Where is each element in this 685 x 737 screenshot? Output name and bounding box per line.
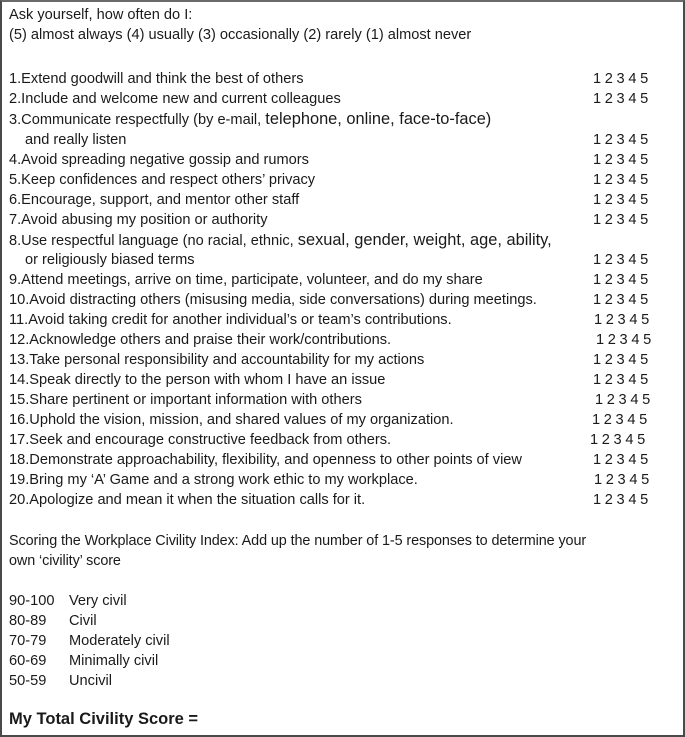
item-text: 18.Demonstrate approachability, flexibility, and openness to other points of view: [9, 452, 522, 468]
rating-scale[interactable]: 1 2 3 4 5: [590, 432, 646, 448]
score-range: 80-89: [9, 613, 47, 629]
survey-item-8-continuation: [9, 250, 669, 270]
rating-scale[interactable]: 1 2 3 4 5: [593, 352, 649, 368]
item-text: 7.Avoid abusing my position or authority: [9, 212, 268, 228]
item-text: 12.Acknowledge others and praise their work/contributions.: [9, 332, 392, 348]
item-text: 15.Share pertinent or important information with others: [9, 392, 362, 408]
survey-item-11: [9, 310, 669, 330]
item-text-large: telephone, online, face-to-face): [265, 110, 492, 128]
score-label: Uncivil: [69, 673, 112, 689]
item-text: 1.Extend goodwill and think the best of others: [9, 71, 304, 87]
survey-item-19: [9, 470, 669, 490]
item-text: 2.Include and welcome new and current colleagues: [9, 91, 341, 107]
item-text: 6.Encourage, support, and mentor other staff: [9, 192, 300, 208]
survey-item-20: [9, 490, 669, 510]
survey-item-8: [9, 230, 669, 250]
rating-scale[interactable]: 1 2 3 4 5: [592, 412, 648, 428]
item-text: 13.Take personal responsibility and accountability for my actions: [9, 352, 425, 368]
survey-item-13: [9, 350, 669, 370]
scoring-instructions-line-2: own ‘civility’ score: [9, 553, 121, 569]
item-text: 3.Communicate respectfully (by e-mail, telephone, online, face-to-face): [9, 110, 492, 128]
scoring-instructions-line-1: Scoring the Workplace Civility Index: Add up the number of 1-5 responses to determine your: [9, 533, 587, 549]
item-text: 19.Bring my ‘A’ Game and a strong work ethic to my workplace.: [9, 472, 418, 488]
rating-scale[interactable]: 1 2 3 4 5: [594, 472, 650, 488]
survey-item-7: [9, 210, 669, 230]
survey-item-2: [9, 89, 669, 109]
score-label: Moderately civil: [69, 633, 170, 649]
survey-item-16: [9, 410, 669, 430]
rating-scale[interactable]: 1 2 3 4 5: [593, 372, 649, 388]
survey-item-9: [9, 270, 669, 290]
score-range: 60-69: [9, 653, 47, 669]
survey-item-3-continuation: [9, 130, 669, 150]
rating-scale[interactable]: 1 2 3 4 5: [593, 91, 649, 107]
rating-scale[interactable]: 1 2 3 4 5: [593, 152, 649, 168]
rating-scale[interactable]: 1 2 3 4 5: [593, 452, 649, 468]
score-label: Civil: [69, 613, 97, 629]
survey-item-15: [9, 390, 669, 410]
rating-scale[interactable]: 1 2 3 4 5: [593, 272, 649, 288]
item-text-large: sexual, gender, weight, age, ability,: [297, 231, 552, 249]
survey-item-6: [9, 190, 669, 210]
item-text: 10.Avoid distracting others (misusing media, side conversations) during meetings.: [9, 292, 537, 308]
rating-scale[interactable]: 1 2 3 4 5: [596, 332, 652, 348]
item-text: 9.Attend meetings, arrive on time, participate, volunteer, and do my share: [9, 272, 483, 288]
survey-item-4: [9, 150, 669, 170]
score-range: 70-79: [9, 633, 47, 649]
survey-item-14: [9, 370, 669, 390]
item-continuation: or religiously biased terms: [25, 252, 195, 268]
rating-scale[interactable]: 1 2 3 4 5: [594, 312, 650, 328]
item-text: 8.Use respectful language (no racial, ethnic, sexual, gender, weight, age, ability,: [9, 231, 552, 249]
rating-scale[interactable]: 1 2 3 4 5: [595, 392, 651, 408]
survey-item-10: [9, 290, 669, 310]
rating-scale[interactable]: 1 2 3 4 5: [593, 172, 649, 188]
rating-scale[interactable]: 1 2 3 4 5: [593, 292, 649, 308]
item-text: 11.Avoid taking credit for another individual’s or team’s contributions.: [9, 312, 452, 328]
survey-item-12: [9, 330, 669, 350]
score-range: 90-100: [9, 593, 55, 609]
total-score-label: My Total Civility Score =: [9, 710, 199, 728]
rating-scale[interactable]: 1 2 3 4 5: [593, 492, 649, 508]
rating-scale[interactable]: 1 2 3 4 5: [593, 252, 649, 268]
item-text: 20.Apologize and mean it when the situation calls for it.: [9, 492, 366, 508]
score-range: 50-59: [9, 673, 47, 689]
rating-scale[interactable]: 1 2 3 4 5: [593, 212, 649, 228]
item-text: 16.Uphold the vision, mission, and shared values of my organization.: [9, 412, 454, 428]
rating-scale[interactable]: 1 2 3 4 5: [593, 192, 649, 208]
intro-prompt: Ask yourself, how often do I:: [9, 7, 193, 23]
survey-item-5: [9, 170, 669, 190]
score-label: Minimally civil: [69, 653, 159, 669]
survey-item-1: [9, 69, 669, 89]
item-text: 14.Speak directly to the person with whom I have an issue: [9, 372, 386, 388]
survey-item-17: [9, 430, 669, 450]
survey-item-18: [9, 450, 669, 470]
survey-item-3: [9, 109, 669, 129]
scale-legend: (5) almost always (4) usually (3) occasionally (2) rarely (1) almost never: [9, 27, 472, 43]
item-text: 17.Seek and encourage constructive feedback from others.: [9, 432, 392, 448]
item-text: 4.Avoid spreading negative gossip and rumors: [9, 152, 309, 168]
rating-scale[interactable]: 1 2 3 4 5: [593, 71, 649, 87]
item-continuation: and really listen: [25, 132, 127, 148]
rating-scale[interactable]: 1 2 3 4 5: [593, 132, 649, 148]
score-label: Very civil: [69, 593, 127, 609]
item-text: 5.Keep confidences and respect others’ privacy: [9, 172, 316, 188]
